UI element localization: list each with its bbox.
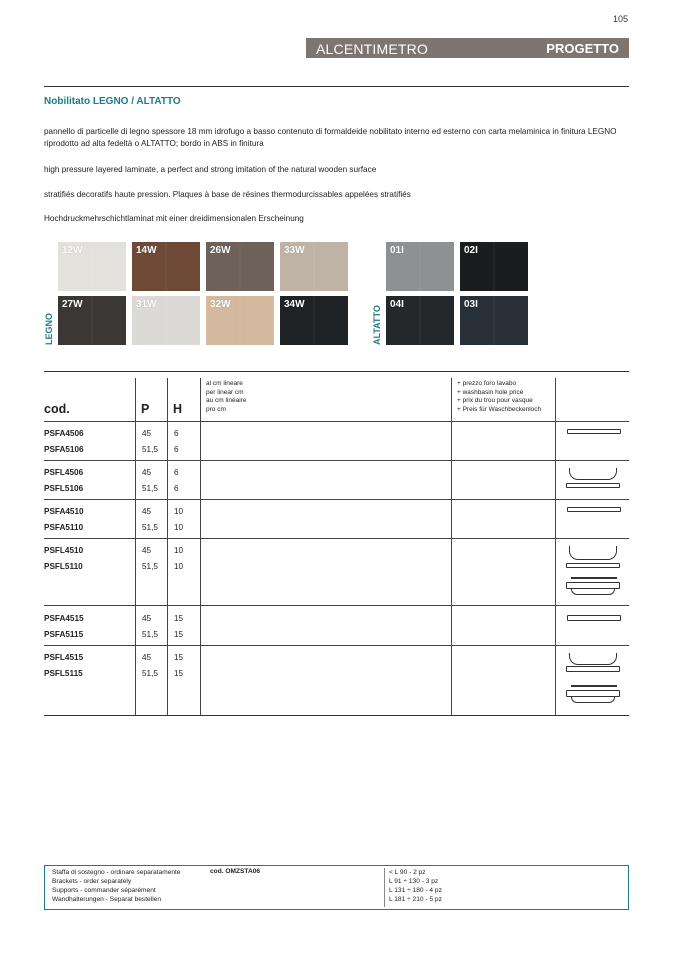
description-it: pannello di particelle di legno spessore 18 mm idrofugo a basso contenuto di formaldeide nobilitato interno ed esterno con carta melaminica in finitura LEGNO riprodotto ad alta fedeltà o ALTATTO; bordo in ABS in finitura — [44, 127, 617, 148]
material-title: Nobilitato LEGNO / ALTATTO — [44, 96, 181, 107]
swatch-code: 32W — [210, 299, 231, 310]
bracket-note-line: Brackets - order separately — [52, 878, 132, 885]
group-rule — [44, 499, 629, 500]
shelf-illustration — [567, 429, 621, 434]
depth-value: 51,5 — [142, 562, 158, 571]
swatch-12w — [58, 242, 126, 291]
group-rule — [44, 538, 629, 539]
height-value: 10 — [174, 523, 184, 532]
swatch-code: 34W — [284, 299, 305, 310]
product-code: PSFL4515 — [44, 653, 84, 662]
product-code: PSFL5110 — [44, 562, 83, 571]
group-rule — [44, 605, 629, 606]
bracket-illustration — [571, 685, 617, 687]
product-code: PSFL4510 — [44, 546, 84, 555]
washbasin-note-line: + Preis für Waschbeckenloch — [457, 405, 542, 413]
washbasin-note-line: + washbasin hole price — [457, 388, 524, 396]
swatch-code: 31W — [136, 299, 157, 310]
shelf-illustration — [566, 563, 620, 568]
depth-value: 51,5 — [142, 630, 158, 639]
bracket-note-line: Staffa di sostegno - ordinare separatamente — [52, 869, 181, 876]
price-note-line: au cm linéaire — [206, 397, 247, 404]
product-code: PSFA5115 — [44, 630, 84, 639]
swatch-34w — [280, 296, 348, 345]
basin-illustration — [571, 697, 615, 703]
brand-title: ALCENTIMETRO — [316, 41, 429, 57]
height-value: 15 — [174, 653, 184, 662]
height-value: 10 — [174, 546, 184, 555]
quantity-line: < L 90 - 2 pz — [389, 869, 426, 876]
product-code: PSFA4510 — [44, 507, 84, 516]
bracket-note-line: Wandhalterungen - Separat bestellen — [52, 896, 161, 903]
product-code: PSFL4506 — [44, 468, 84, 477]
shelf-illustration — [567, 615, 621, 621]
page-number: 105 — [612, 14, 628, 24]
column-divider — [167, 378, 168, 715]
depth-value: 45 — [142, 614, 152, 623]
swatch-code: 01I — [390, 245, 404, 256]
price-note-line: al cm lineare — [206, 380, 243, 387]
swatch-04i — [386, 296, 454, 345]
quantity-line: L 181 ÷ 210 - 5 pz — [389, 896, 442, 903]
column-divider — [451, 378, 452, 715]
depth-value: 51,5 — [142, 669, 158, 678]
column-divider — [135, 378, 136, 715]
height-value: 10 — [174, 507, 184, 516]
depth-value: 45 — [142, 429, 152, 438]
swatch-27w — [58, 296, 126, 345]
swatch-code: 12W — [62, 245, 83, 256]
height-value: 6 — [174, 445, 179, 454]
product-code: PSFA4515 — [44, 614, 84, 623]
product-code: PSFA5110 — [44, 523, 84, 532]
swatch-32w — [206, 296, 274, 345]
basin-illustration — [571, 589, 615, 595]
swatch-code: 27W — [62, 299, 83, 310]
swatch-code: 33W — [284, 245, 305, 256]
product-code: PSFA5106 — [44, 445, 84, 454]
swatch-code: 04I — [390, 299, 404, 310]
height-value: 6 — [174, 429, 179, 438]
depth-value: 51,5 — [142, 445, 158, 454]
bracket-code: cod. OMZSTA06 — [210, 868, 261, 875]
height-value: 15 — [174, 669, 184, 678]
swatch-31w — [132, 296, 200, 345]
depth-value: 45 — [142, 653, 152, 662]
group-rule — [44, 460, 629, 461]
header-p: P — [141, 402, 150, 416]
basin-illustration — [569, 546, 617, 560]
height-value: 10 — [174, 562, 184, 571]
swatch-code: 14W — [136, 245, 157, 256]
shelf-illustration — [566, 483, 620, 488]
depth-value: 45 — [142, 507, 152, 516]
column-divider — [555, 378, 556, 715]
basin-illustration — [569, 653, 617, 665]
washbasin-note-line: + prix du trou pour vasque — [457, 397, 533, 404]
swatch-14w — [132, 242, 200, 291]
washbasin-price-note — [457, 380, 541, 414]
depth-value: 51,5 — [142, 484, 158, 493]
price-per-cm-note — [206, 380, 246, 414]
swatch-code: 03I — [464, 299, 478, 310]
bracket-note — [52, 868, 181, 904]
height-value: 15 — [174, 614, 184, 623]
section-title: PROGETTO — [546, 41, 619, 56]
shelf-illustration — [566, 690, 620, 697]
swatch-02i — [460, 242, 528, 291]
shelf-illustration — [567, 507, 621, 512]
shelf-illustration — [566, 582, 620, 589]
product-code: PSFA4506 — [44, 429, 84, 438]
price-note-line: per linear cm — [206, 388, 244, 396]
quantity-line: L 91 ÷ 130 - 3 pz — [389, 878, 439, 885]
group-rule — [44, 645, 629, 646]
height-value: 6 — [174, 484, 179, 493]
swatch-03i — [460, 296, 528, 345]
shelf-illustration — [566, 666, 620, 672]
header-divider — [44, 86, 629, 87]
table-top-rule — [44, 371, 629, 372]
header-cod: cod. — [44, 402, 70, 416]
depth-value: 51,5 — [142, 523, 158, 532]
depth-value: 45 — [142, 468, 152, 477]
swatch-26w — [206, 242, 274, 291]
legno-label: LEGNO — [44, 312, 54, 345]
product-code: PSFL5115 — [44, 669, 83, 678]
product-code: PSFL5106 — [44, 484, 84, 493]
height-value: 6 — [174, 468, 179, 477]
swatch-33w — [280, 242, 348, 291]
header-row-rule — [44, 421, 629, 422]
height-value: 15 — [174, 630, 184, 639]
bracket-illustration — [571, 577, 617, 579]
description-en: high pressure layered laminate, a perfect and strong imitation of the natural wooden surface — [44, 165, 377, 174]
swatch-code: 26W — [210, 245, 231, 256]
swatch-code: 02I — [464, 245, 478, 256]
table-bottom-rule — [44, 715, 629, 716]
header-h: H — [173, 402, 183, 416]
bracket-quantities — [389, 868, 442, 904]
swatch-01i — [386, 242, 454, 291]
quantity-line: L 131 ÷ 180 - 4 pz — [389, 887, 442, 894]
altatto-label: ALTATTO — [372, 305, 382, 345]
header-bar — [306, 38, 629, 58]
washbasin-note-line: + prezzo foro lavabo — [457, 380, 517, 387]
description-fr: stratifiés decoratifs haute pression. Plaques à base de résines thermodurcissables appelées stratifiés — [44, 190, 411, 199]
description-de: Hochdruckmehrschichtlaminat mit einer dreidimensionalen Erscheinung — [44, 214, 304, 223]
depth-value: 45 — [142, 546, 152, 555]
column-divider — [200, 378, 201, 715]
basin-illustration — [569, 468, 617, 480]
price-note-line: pro cm — [206, 405, 226, 413]
footer-divider — [384, 868, 385, 907]
bracket-note-line: Supports - commander séparément — [52, 887, 156, 894]
